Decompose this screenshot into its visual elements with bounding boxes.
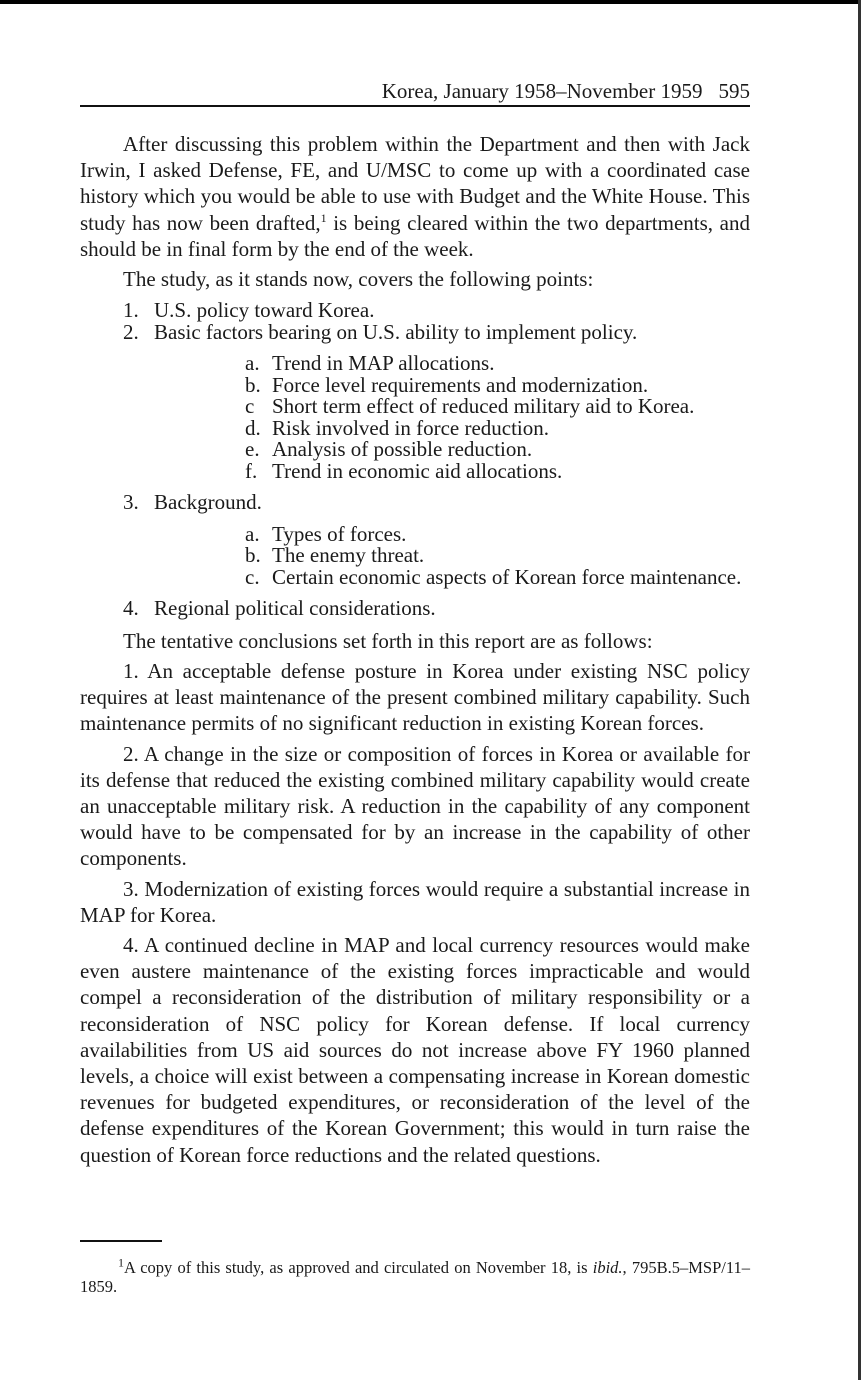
sub-list-item: a. Types of forces. (245, 521, 407, 546)
list-item: 2. Basic factors bearing on U.S. ability to implement policy. a. Trend in MAP allocations. b. Force level requirements and modernization. c Short term effect of reduced military aid to Korea. d. Risk involved in force reduction. e. Analysis of possible reduction. f. Trend in economic aid allocations. (80, 322, 750, 483)
running-header (80, 78, 750, 104)
conclusions-intro: The tentative conclusions set forth in this report are as follows: (123, 628, 653, 653)
points-intro: The study, as it stands now, covers the following points: (123, 267, 594, 292)
sub-list-item: a. Trend in MAP allocations. (245, 351, 495, 376)
paragraph-intro: After discussing this problem within the Department and then with Jack Irwin, I asked Defense, FE, and U/MSC to come up with a coordinated case history which you would be able to use with Budget and the White House. This study has now been drafted,$^1$ is being cleared within the two departments, and should be in final form by the end of the week. (80, 132, 750, 261)
sub-list-item: e. Analysis of possible reduction. (245, 437, 533, 462)
sub-list-item: b. Force level requirements and modernization. (245, 372, 649, 397)
list-item: 4. Regional political considerations. (123, 596, 436, 621)
sub-list-item: b. The enemy threat. (245, 543, 425, 568)
sub-list-item: c. Certain economic aspects of Korean force maintenance. (245, 564, 742, 589)
points-list (80, 300, 750, 620)
conclusion-paragraph: 1. An acceptable defense posture in Korea under existing NSC policy requires at least maintenance of the present combined military capability. Such maintenance permits of no significant reduction in existing Korean forces. (80, 658, 750, 736)
footnote-marker: 1 (118, 1255, 124, 1270)
page-top-edge (0, 0, 861, 4)
conclusion-paragraph: 2. A change in the size or composition of forces in Korea or available for its defense that reduced the existing combined military capability would create an unacceptable military risk. A reduction in the capability of any component would have to be compensated for by an increase in the capability of other components. (80, 741, 750, 871)
list-item: 1. U.S. policy toward Korea. (123, 298, 375, 323)
conclusion-paragraph: 3. Modernization of existing forces would require a substantial increase in MAP for Korea. (80, 876, 750, 927)
sub-list-item: c Short term effect of reduced military aid to Korea. (245, 394, 695, 419)
footnote-ibid: ibid. (592, 1258, 623, 1277)
body-text (80, 131, 750, 1168)
sub-list-item: d. Risk involved in force reduction. (245, 415, 550, 440)
footnote-rule (80, 1240, 162, 1242)
list-item: 3. Background. a. Types of forces. b. The enemy threat. c. Certain economic aspects of Korean force maintenance. (80, 492, 750, 588)
footnote-ref: 1 (320, 210, 327, 225)
running-title: Korea, January 1958–November 1959 (381, 79, 703, 103)
sub-list-item: f. Trend in economic aid allocations. (245, 458, 563, 483)
conclusion-paragraph: 4. A continued decline in MAP and local currency resources would make even austere maintenance of the existing forces impracticable and would compel a reconsideration of the distribution of military responsibility or a reconsideration of NSC policy for Korean defense. If local currency availabilities from US aid sources do not increase above FY 1960 planned levels, a choice will exist between a compensating increase in Korean domestic revenues for budgeted expenditures, or reconsideration of the level of the defense expenditures of the Korean Government; this would in turn raise the question of Korean force reductions and the related questions. (80, 932, 750, 1167)
sub-points-list (154, 353, 750, 482)
sub-points-list (154, 521, 750, 589)
header-rule (80, 105, 750, 107)
footnote: $^1$A copy of this study, as approved and circulated on November 18, is ibid., 795B.5–MSP/11–1859. (80, 1255, 750, 1296)
page-number: 595 (718, 79, 750, 103)
